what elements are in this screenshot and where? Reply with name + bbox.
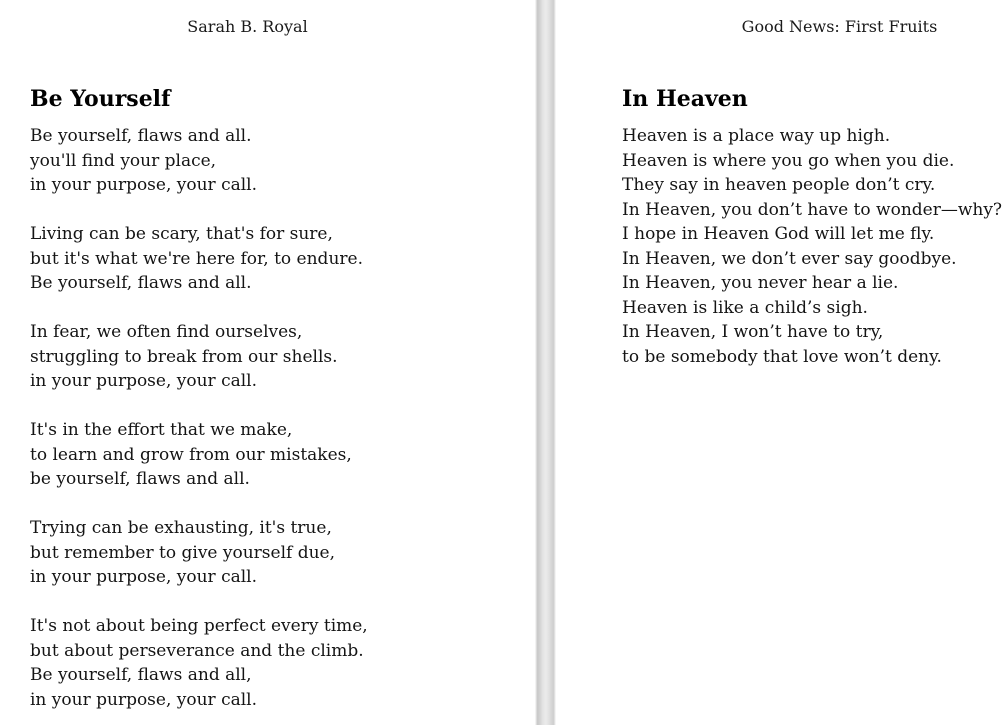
stanza xyxy=(30,614,465,712)
stanza xyxy=(30,516,465,590)
poem-line: Trying can be exhausting, it's true, xyxy=(30,518,332,538)
page-gutter xyxy=(535,0,556,725)
poem-title-left: Be Yourself xyxy=(30,86,171,112)
running-header-right: Good News: First Fruits xyxy=(741,17,938,36)
stanza xyxy=(30,418,465,492)
poem-line: you'll find your place, xyxy=(30,150,217,171)
stanza xyxy=(30,124,465,198)
poem-line: In Heaven, we don’t ever say goodbye. xyxy=(622,248,957,269)
poem-line: Be yourself, flaws and all. xyxy=(30,273,252,293)
poem-line: I hope in Heaven God will let me fly. xyxy=(622,224,935,244)
poem-line: Heaven is like a child’s sigh. xyxy=(622,297,868,318)
poem-line: be yourself, flaws and all. xyxy=(30,469,250,489)
poem-line: in your purpose, your call. xyxy=(30,175,258,195)
stanza xyxy=(30,320,465,394)
poem-line: Heaven is where you go when you die. xyxy=(622,150,955,171)
poem-line: but it's what we're here for, to endure. xyxy=(30,248,363,269)
page-right-content xyxy=(622,0,1004,369)
poem-line: Heaven is a place way up high. xyxy=(622,126,891,146)
poem-line: Living can be scary, that's for sure, xyxy=(30,224,333,244)
poem-line: They say in heaven people don’t cry. xyxy=(622,175,936,195)
poem-title-right: In Heaven xyxy=(622,86,748,112)
poem-line: but about perseverance and the climb. xyxy=(30,640,364,661)
page-left-content xyxy=(30,0,465,712)
page-right[interactable] xyxy=(556,0,1004,725)
poem-line: in your purpose, your call. xyxy=(30,371,258,391)
poem-line: In Heaven, you never hear a lie. xyxy=(622,273,899,293)
poem-line: It's in the effort that we make, xyxy=(30,420,293,440)
poem-line: to be somebody that love won’t deny. xyxy=(622,346,942,367)
poem-right xyxy=(622,124,1004,369)
poem-line: In Heaven, I won’t have to try, xyxy=(622,322,884,342)
poem-line: In fear, we often find ourselves, xyxy=(30,322,303,342)
running-header-left: Sarah B. Royal xyxy=(187,17,308,36)
poem-line: It's not about being perfect every time, xyxy=(30,616,368,636)
poem-line: struggling to break from our shells. xyxy=(30,346,338,367)
poem-line: In Heaven, you don’t have to wonder—why? xyxy=(622,199,1003,220)
poem-line: in your purpose, your call. xyxy=(30,689,258,710)
poem-line: but remember to give yourself due, xyxy=(30,542,336,563)
stanza xyxy=(30,222,465,296)
poem-line: Be yourself, flaws and all, xyxy=(30,665,252,685)
poem-line: in your purpose, your call. xyxy=(30,567,258,587)
stanza xyxy=(622,124,1004,369)
poem-left xyxy=(30,124,465,712)
poem-line: to learn and grow from our mistakes, xyxy=(30,444,352,465)
poem-line: Be yourself, flaws and all. xyxy=(30,126,252,146)
